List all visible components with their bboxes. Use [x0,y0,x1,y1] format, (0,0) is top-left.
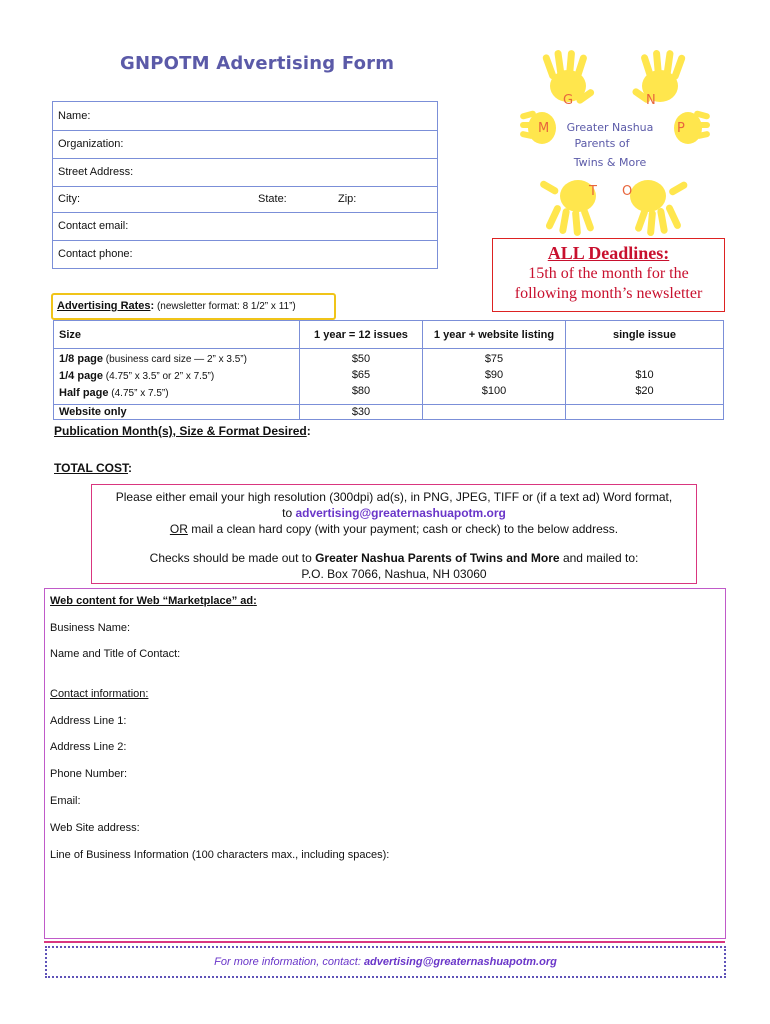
publication-line[interactable]: Publication Month(s), Size & Format Desired: [54,424,311,438]
address-line-1-field[interactable]: Address Line 1: [50,715,127,727]
total-cost-label: TOTAL COST [54,461,129,475]
contact-name-field[interactable]: Name and Title of Contact: [50,648,181,660]
single-price-cell [566,349,724,405]
contact-email-label: Contact email: [58,220,129,232]
size-desc: (4.75” x 3.5” or 2” x 7.5”) [103,371,215,382]
address-line-2-field[interactable]: Address Line 2: [50,741,127,753]
name-field[interactable] [53,102,437,131]
empty-cell [423,405,566,420]
year-price-cell [300,349,423,405]
web-price-cell [423,349,566,405]
contact-email-field[interactable] [53,213,437,241]
gnpotm-logo [520,46,710,236]
street-address-field[interactable] [53,159,437,187]
name-label: Name: [58,110,91,122]
price: $20 [635,385,654,397]
logo-line-3: Twins & More [573,156,647,169]
instructions-line-3 [92,521,696,537]
city-state-zip-field[interactable] [53,187,437,213]
logo-line-1: Greater Nashua [566,121,654,134]
contact-phone-label: Contact phone: [58,248,133,260]
contact-info-box [52,101,438,269]
price [571,351,718,367]
contact-info-heading: Contact information: [50,688,149,700]
checks-org: Greater Nashua Parents of Twins and More [315,551,560,565]
instructions-line-1: Please either email your high resolution (300dpi) ad(s), in PNG, JPEG, TIFF or (if a text ad) Word format, [115,490,673,504]
business-name-field[interactable]: Business Name: [50,622,131,634]
website-only-label: Website only [54,405,300,420]
checks-post: and mailed to: [559,551,639,565]
price: $65 [351,369,371,381]
table-row [54,349,724,405]
price: $75 [484,353,504,365]
logo-line-2: Parents of [574,137,630,150]
logo-letter-o: O [622,184,633,199]
header-year: 1 year = 12 issues [300,321,423,349]
web-content-heading-text: Web content for Web “Marketplace” ad [50,595,254,607]
deadline-heading: ALL Deadlines: [547,243,670,263]
header-year-web: 1 year + website listing [423,321,566,349]
total-cost-line[interactable]: TOTAL COST: [54,461,133,475]
instructions-to: to [282,506,296,520]
phone-number-field[interactable]: Phone Number: [50,768,128,780]
size-desc: (4.75” x 7.5”) [108,388,169,399]
advertising-email-link[interactable]: advertising@greaternashuapotm.org [295,506,506,520]
size-name: Half page [59,387,109,399]
header-size: Size [54,321,300,349]
business-info-field[interactable]: Line of Business Information (100 characters max., including spaces): [50,849,390,861]
mailing-address: P.O. Box 7066, Nashua, NH 03060 [301,567,487,581]
website-only-price: $30 [300,405,423,420]
deadline-line-1: 15th of the month for the [528,265,689,282]
organization-field[interactable] [53,131,437,159]
logo-letter-n: N [646,93,656,108]
checks-pre: Checks should be made out to [149,551,316,565]
rates-header-row [54,321,724,349]
contact-phone-field[interactable] [53,241,437,268]
footer [45,946,726,978]
price: $100 [481,385,507,397]
city-label: City: [58,193,80,205]
zip-label: Zip: [338,193,357,205]
organization-label: Organization: [58,138,124,150]
street-address-label: Street Address: [58,166,134,178]
rates-subtitle: (newsletter format: 8 1/2” x 11”) [154,301,296,312]
size-name: 1/8 page [59,353,104,365]
rates-title: Advertising Rates [57,300,151,312]
header-single: single issue [566,321,724,349]
web-content-heading: Web content for Web “Marketplace” ad: [50,595,257,607]
logo-letter-p: P [677,121,685,136]
instructions-line-2 [92,505,696,521]
size-cell [54,349,300,405]
logo-letter-g: G [563,93,574,108]
publication-label: Publication Month(s), Size & Format Desired [54,424,307,438]
instructions-box [91,484,697,584]
deadline-box [492,238,725,312]
instructions-mail: mail a clean hard copy (with your payment; cash or check) to the below address. [187,522,619,536]
price: $90 [484,369,504,381]
email-field[interactable]: Email: [50,795,81,807]
web-content-box [44,588,726,939]
rates-table [53,320,724,420]
size-desc: (business card size — 2” x 3.5”) [103,354,247,365]
rates-title-colon: : [150,300,155,312]
deadline-line-2: following month’s newsletter [514,285,703,302]
footer-prefix: For more information, contact: [214,956,364,968]
table-row [54,405,724,420]
footer-email-link[interactable]: advertising@greaternashuapotm.org [363,956,557,968]
price: $80 [351,385,371,397]
logo-letter-m: M [538,121,550,136]
form-title: GNPOTM Advertising Form [120,53,395,74]
rates-title-box [51,293,336,320]
price: $50 [351,353,371,365]
website-field[interactable]: Web Site address: [50,822,140,834]
instructions-checks [92,550,696,566]
price: $10 [635,369,654,381]
instructions-or: OR [169,522,188,536]
logo-letter-t: T [589,184,597,199]
hands-logo-icon [520,46,710,236]
empty-cell [566,405,724,420]
size-name: 1/4 page [59,370,104,382]
state-label: State: [258,193,287,205]
divider [44,941,725,943]
